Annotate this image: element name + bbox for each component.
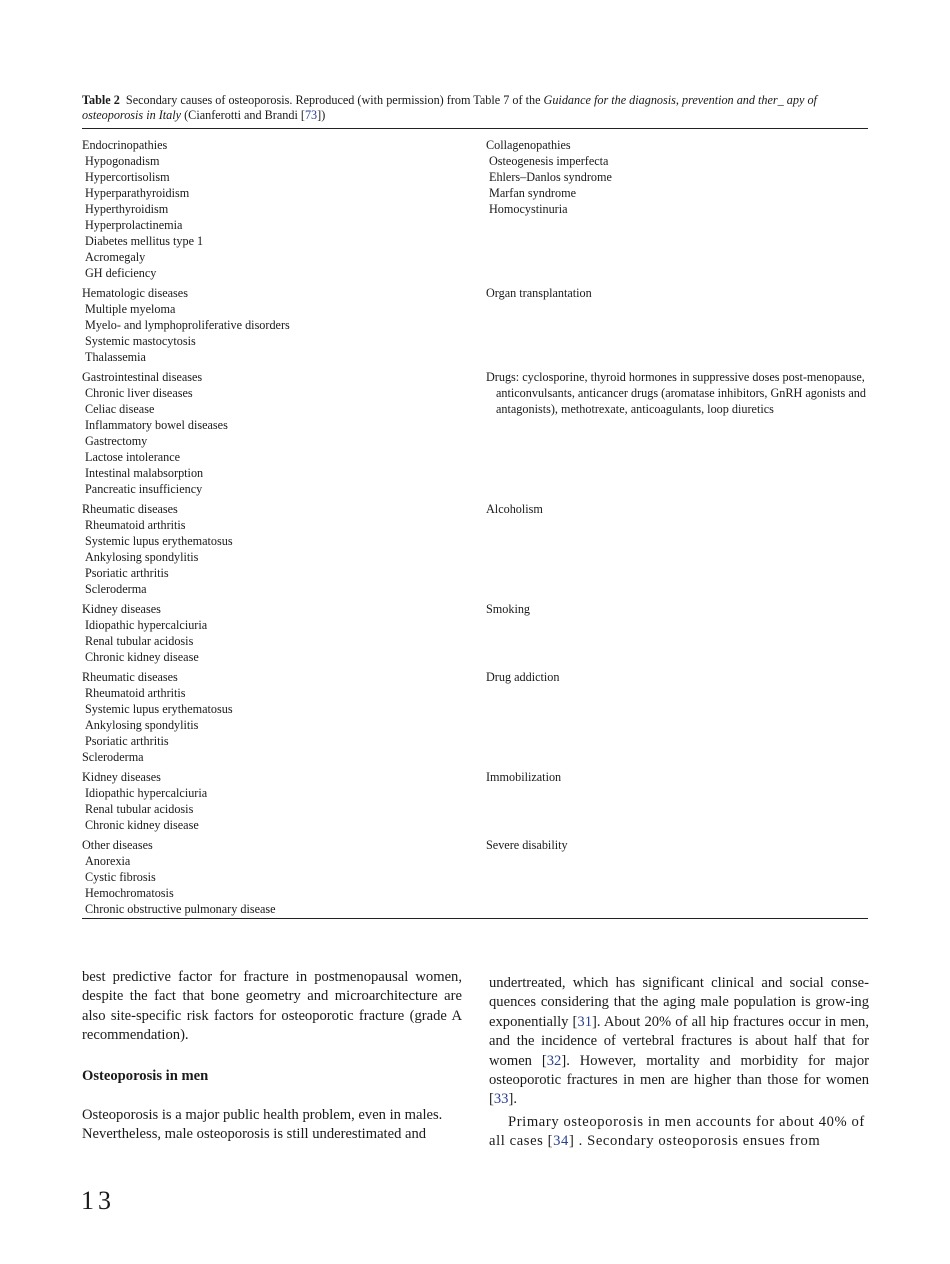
category-item: Lactose intolerance	[85, 450, 181, 464]
category-item: Hyperparathyroidism	[85, 186, 190, 200]
category-item: Cystic fibrosis	[85, 870, 156, 884]
category-heading: Smoking	[486, 602, 531, 616]
category-item: Myelo- and lymphoproliferative disorders	[85, 318, 290, 332]
category-heading: Rheumatic diseases	[82, 502, 178, 516]
section-heading: Osteoporosis in men	[82, 1067, 209, 1084]
category-item: Chronic obstructive pulmonary disease	[85, 902, 276, 916]
table-row	[82, 601, 868, 665]
category-item: Multiple myeloma	[85, 302, 176, 316]
table-cell-right	[486, 769, 868, 833]
caption-italic-title: Guidance for the diagnosis, prevention and ther_ apy of osteoporosis in Italy	[82, 93, 817, 122]
table-row	[82, 137, 868, 281]
category-heading: Other diseases	[82, 838, 153, 852]
category-item: Scleroderma	[85, 582, 147, 596]
category-item: Homocystinuria	[489, 202, 568, 216]
table-caption	[82, 93, 868, 123]
table-row	[82, 769, 868, 833]
category-item: Renal tubular acidosis	[85, 634, 194, 648]
category-item: Scleroderma	[82, 750, 144, 764]
category-item: Systemic lupus erythematosus	[85, 534, 233, 548]
category-heading: Endocrinopathies	[82, 138, 168, 152]
category-item: Osteogenesis imperfecta	[489, 154, 609, 168]
table-bottom-rule	[82, 918, 868, 919]
table-cell-right	[486, 369, 868, 497]
caption-closing: ])	[317, 108, 326, 122]
body-column-left	[82, 968, 462, 1145]
category-item: Celiac disease	[85, 402, 155, 416]
category-heading: Immobilization	[486, 770, 562, 784]
text-run: ]. However, mortality and morbidity for major osteoporotic fractures in men are higher than those for women [	[489, 1052, 869, 1108]
category-item: Ankylosing spondylitis	[85, 550, 199, 564]
table-top-rule	[82, 128, 868, 129]
category-heading: Drug addiction	[486, 670, 560, 684]
category-heading: Kidney diseases	[82, 770, 161, 784]
category-heading: Alcoholism	[486, 502, 543, 516]
caption-text: Secondary causes of osteoporosis. Reproduced (with permission) from Table 7 of the	[125, 93, 541, 107]
category-heading: Organ transplantation	[486, 286, 592, 300]
category-item: Ankylosing spondylitis	[85, 718, 199, 732]
table-cell-left	[82, 601, 486, 665]
table-cell-right	[486, 137, 868, 281]
table-cell-right	[486, 837, 868, 917]
category-item: Rheumatoid arthritis	[85, 686, 186, 700]
citation-link[interactable]: 73	[304, 108, 318, 122]
citation-link[interactable]: 31	[577, 1013, 593, 1030]
text-run: undertreated, which has significant clinical and social conse-quences considering that the aging male population is grow-ing exponentially [	[489, 975, 869, 1030]
category-item: Renal tubular acidosis	[85, 802, 194, 816]
category-item: Rheumatoid arthritis	[85, 518, 186, 532]
table-cell-left	[82, 669, 486, 765]
category-item: Diabetes mellitus type 1	[85, 234, 204, 248]
category-heading: Collagenopathies	[486, 138, 571, 152]
body-column-right	[489, 974, 869, 1152]
text-run: ].	[508, 1091, 517, 1108]
category-item: Gastrectomy	[85, 434, 148, 448]
text-run: ] . Secondary osteoporosis ensues from	[568, 1133, 821, 1150]
category-item: Intestinal malabsorption	[85, 466, 204, 480]
table-cell-right	[486, 601, 868, 665]
category-item: Ehlers–Danlos syndrome	[489, 170, 612, 184]
page-number: 13	[81, 1186, 115, 1215]
category-item: Systemic mastocytosis	[85, 334, 196, 348]
category-item: Hemochromatosis	[85, 886, 174, 900]
category-item: Hyperprolactinemia	[85, 218, 183, 232]
category-heading: Gastrointestinal diseases	[82, 370, 203, 384]
category-heading: Rheumatic diseases	[82, 670, 178, 684]
category-item: Acromegaly	[85, 250, 146, 264]
table-label: Table 2	[82, 93, 120, 107]
table-cell-right	[486, 669, 868, 765]
category-item: Chronic liver diseases	[85, 386, 193, 400]
category-item: Systemic lupus erythematosus	[85, 702, 233, 716]
citation-link[interactable]: 32	[546, 1052, 562, 1069]
table-cell-right	[486, 501, 868, 597]
category-heading: Kidney diseases	[82, 602, 161, 616]
category-item: Psoriatic arthritis	[85, 566, 169, 580]
body-paragraph	[489, 1113, 869, 1152]
category-heading: Severe disability	[486, 838, 568, 852]
table-cell-left	[82, 369, 486, 497]
category-item: Chronic kidney disease	[85, 650, 199, 664]
category-heading: Hematologic diseases	[82, 286, 188, 300]
category-item: Chronic kidney disease	[85, 818, 199, 832]
category-item: Idiopathic hypercalciuria	[85, 786, 208, 800]
body-paragraph: Osteoporosis is a major public health problem, even in males. Nevertheless, male osteoporosis is still underestimated and	[82, 1107, 443, 1143]
table-cell-left	[82, 837, 486, 917]
body-paragraph	[489, 974, 869, 1110]
category-item: Inflammatory bowel diseases	[85, 418, 228, 432]
category-item: Thalassemia	[85, 350, 146, 364]
citation-link[interactable]: 33	[493, 1091, 509, 1108]
table-cell-left	[82, 501, 486, 597]
category-item: Hyperthyroidism	[85, 202, 169, 216]
body-paragraph: best predictive factor for fracture in postmenopausal women, despite the fact that bone geometry and microarchitecture are also site-specific risk factors for osteoporotic fracture (grade A recommendation).	[82, 969, 462, 1044]
category-item: GH deficiency	[85, 266, 157, 280]
category-item: Hypercortisolism	[85, 170, 170, 184]
citation-link[interactable]: 34	[553, 1133, 569, 1150]
text-run: ]. About 20% of all hip fractures occur in men, and the incidence of vertebral fractures is about half that for women [	[489, 1013, 869, 1069]
category-item: Psoriatic arthritis	[85, 734, 169, 748]
table-row	[82, 501, 868, 597]
secondary-causes-table	[82, 137, 868, 921]
table-row	[82, 369, 868, 497]
category-item: Anorexia	[85, 854, 131, 868]
caption-after-title: (Cianferotti and Brandi [	[181, 108, 305, 122]
text-run: Primary osteoporosis in men accounts for about 40% of all cases [	[489, 1113, 865, 1150]
category-item: Hypogonadism	[85, 154, 160, 168]
table-cell-right	[486, 285, 868, 365]
table-cell-left	[82, 285, 486, 365]
table-cell-left	[82, 137, 486, 281]
category-item: Pancreatic insufficiency	[85, 482, 203, 496]
category-item: Idiopathic hypercalciuria	[85, 618, 208, 632]
category-item: Marfan syndrome	[489, 186, 576, 200]
table-row	[82, 837, 868, 917]
table-row	[82, 669, 868, 765]
table-cell-left	[82, 769, 486, 833]
table-row	[82, 285, 868, 365]
category-heading: Drugs: cyclosporine, thyroid hormones in suppressive doses post-menopause, anticonvulsants, anticancer drugs (aromatase inhibitors, GnRH agonists and antagonists), methotrexate, anticoagulants, loop diuretics	[486, 370, 866, 416]
